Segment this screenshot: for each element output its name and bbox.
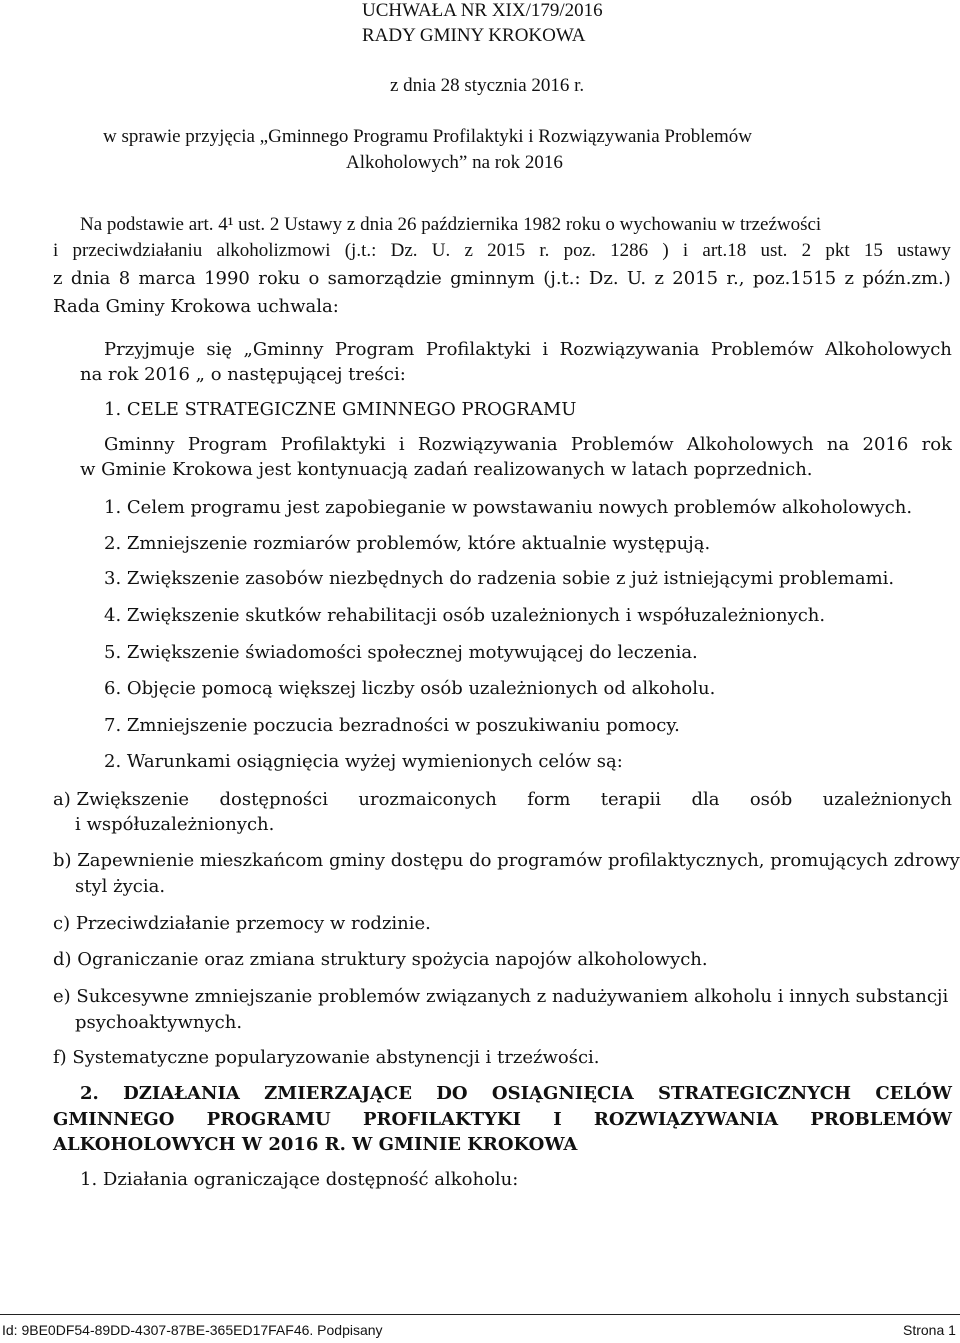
page-number: Strona 1 — [903, 1322, 956, 1338]
goal-item: 1. Celem programu jest zapobieganie w powstawaniu nowych problemów alkoholowych. — [104, 497, 913, 518]
condition-e-line-1: e) Sukcesywne zmniejszanie problemów związanych z nadużywaniem alkoholu i innych substancji — [53, 986, 949, 1007]
goal-item: 7. Zmniejszenie poczucia bezradności w poszukiwaniu pomocy. — [104, 715, 680, 736]
goal-item: 6. Objęcie pomocą większej liczby osób uzależnionych od alkoholu. — [104, 678, 716, 699]
section-1-para-line-2: w Gminie Krokowa jest kontynuacją zadań realizowanych w latach poprzednich. — [80, 459, 813, 480]
condition-d: d) Ograniczanie oraz zmiana struktury spożycia napojów alkoholowych. — [53, 949, 708, 970]
goal-item: 5. Zwiększenie świadomości społecznej motywującej do leczenia. — [104, 642, 698, 663]
condition-f: f) Systematyczne popularyzowanie abstynencji i trzeźwości. — [53, 1047, 600, 1068]
council-resolves: Rada Gminy Krokowa uchwala: — [53, 296, 339, 317]
section-2-heading-line-3: ALKOHOLOWYCH W 2016 R. W GMINIE KROKOWA — [53, 1134, 578, 1155]
condition-c: c) Przeciwdziałanie przemocy w rodzinie. — [53, 913, 431, 934]
condition-a-line-1: a) Zwiększenie dostępności urozmaiconych form terapii dla osób uzależnionych — [53, 789, 952, 810]
legal-basis-line-2: i przeciwdziałaniu alkoholizmowi (j.t.: Dz. U. z 2015 r. poz. 1286 ) i art.18 ust. 2 pkt 15 ustawy — [53, 240, 951, 261]
intro-line-1: Przyjmuje się „Gminny Program Profilaktyki i Rozwiązywania Problemów Alkoholowych — [104, 339, 952, 360]
section-2-heading-line-2: GMINNEGO PROGRAMU PROFILAKTYKI I ROZWIĄZYWANIA PROBLEMÓW — [53, 1109, 952, 1130]
goal-item: 3. Zwiększenie zasobów niezbędnych do radzenia sobie z już istniejącymi problemami. — [104, 568, 895, 589]
conditions-heading: 2. Warunkami osiągnięcia wyżej wymienionych celów są: — [104, 751, 623, 772]
section-2-item-1: 1. Działania ograniczające dostępność alkoholu: — [80, 1169, 519, 1190]
section-2-heading-line-1: 2. DZIAŁANIA ZMIERZAJĄCE DO OSIĄGNIĘCIA STRATEGICZNYCH CELÓW — [80, 1083, 952, 1104]
condition-b-line-2: styl życia. — [75, 876, 166, 897]
condition-e-line-2: psychoaktywnych. — [75, 1012, 243, 1033]
footer-rule — [0, 1314, 960, 1315]
goal-item: 4. Zwiększenie skutków rehabilitacji osób uzależnionych i współuzależnionych. — [104, 605, 826, 626]
subject-line-1: w sprawie przyjęcia „Gminnego Programu Profilaktyki i Rozwiązywania Problemów — [103, 126, 752, 147]
section-1-para-line-1: Gminny Program Profilaktyki i Rozwiązywania Problemów Alkoholowych na 2016 rok — [104, 434, 952, 455]
condition-a-line-2: i współuzależnionych. — [75, 814, 275, 835]
legal-basis-line-3: z dnia 8 marca 1990 roku o samorządzie gminnym (j.t.: Dz. U. z 2015 r., poz.1515 z późn.zm.) — [53, 268, 951, 289]
subject-line-2: Alkoholowych” na rok 2016 — [346, 152, 563, 173]
resolution-date: z dnia 28 stycznia 2016 r. — [390, 75, 585, 96]
section-1-heading: 1. CELE STRATEGICZNE GMINNEGO PROGRAMU — [104, 399, 577, 420]
goal-item: 2. Zmniejszenie rozmiarów problemów, które aktualnie występują. — [104, 533, 711, 554]
document-id: Id: 9BE0DF54-89DD-4307-87BE-365ED17FAF46. Podpisany — [2, 1322, 383, 1338]
council-name: RADY GMINY KROKOWA — [362, 25, 586, 46]
legal-basis-line-1: Na podstawie art. 4¹ ust. 2 Ustawy z dnia 26 października 1982 roku o wychowaniu w trzeźwości — [80, 214, 822, 235]
resolution-title: UCHWAŁA NR XIX/179/2016 — [362, 0, 603, 21]
condition-b-line-1: b) Zapewnienie mieszkańcom gminy dostępu do programów profilaktycznych, promujących zdrowy — [53, 850, 960, 871]
intro-line-2: na rok 2016 „ o następującej treści: — [80, 364, 406, 385]
